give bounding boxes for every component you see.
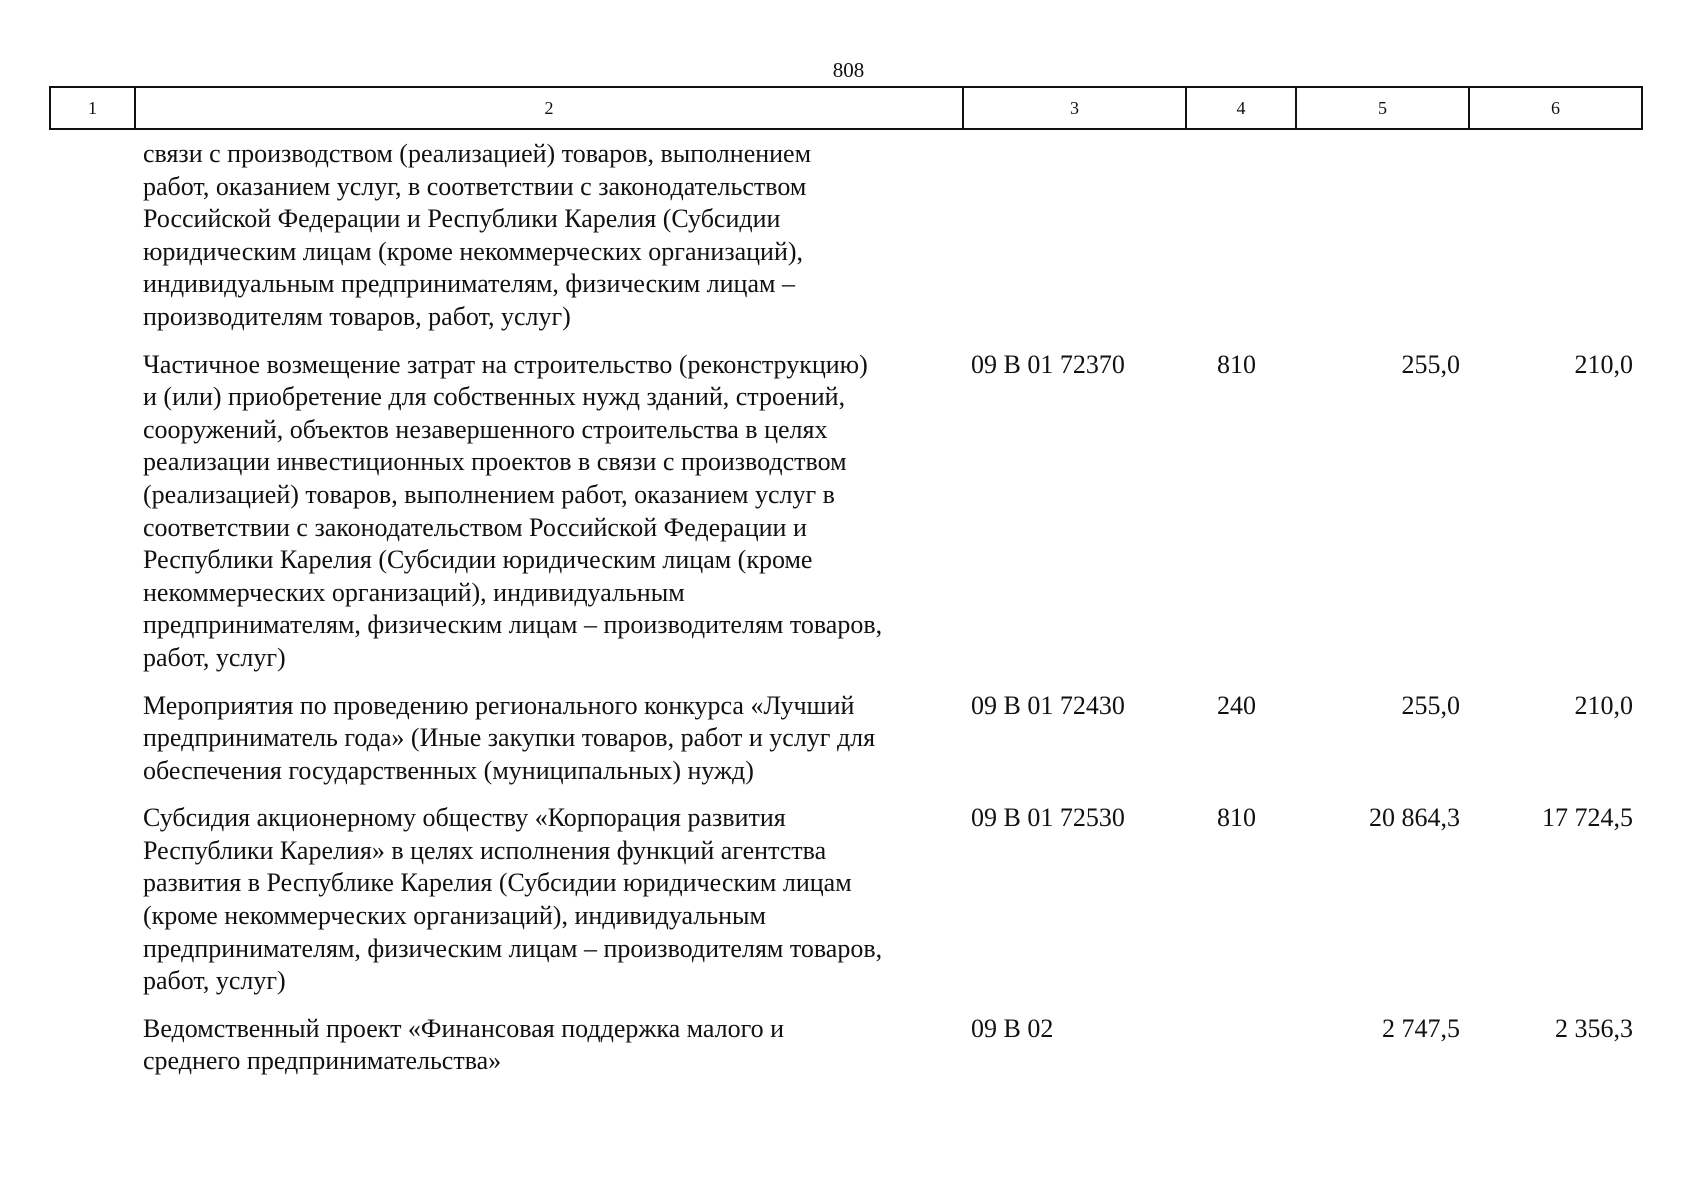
row-number-cell — [49, 1013, 134, 1078]
row-code: 09 В 01 72530 — [971, 803, 1125, 833]
column-header-4: 4 — [1186, 87, 1296, 129]
table-row — [49, 1013, 1641, 1078]
row-value-6: 17 724,5 — [1542, 803, 1633, 833]
description-line: работ, услуг) — [143, 966, 286, 996]
column-header-2: 2 — [135, 87, 963, 129]
column-header-row — [50, 87, 1642, 129]
description-line: соответствии с законодательством Российской Федерации и — [143, 512, 807, 542]
description-line: предприниматель года» (Иные закупки товаров, работ и услуг для — [143, 723, 876, 753]
description-line: работ, оказанием услуг, в соответствии с законодательством — [143, 171, 807, 201]
row-value-6 — [1468, 138, 1641, 334]
description-line: некоммерческих организаций), индивидуальным — [143, 577, 685, 607]
row-description — [134, 1013, 962, 1078]
table-row — [49, 802, 1641, 998]
description-line: (реализацией) товаров, выполнением работ, оказанием услуг в — [143, 479, 835, 509]
row-description — [134, 349, 962, 675]
description-line: (кроме некоммерческих организаций), индивидуальным — [143, 901, 766, 931]
row-number-cell — [49, 802, 134, 998]
description-line: Российской Федерации и Республики Карелия (Субсидии — [143, 204, 781, 234]
description-line: Ведомственный проект «Финансовая поддержка малого и — [143, 1013, 785, 1043]
description-line: Мероприятия по проведению регионального конкурса «Лучший — [143, 690, 855, 720]
row-code: 09 В 02 — [971, 1013, 1054, 1043]
row-description — [134, 690, 962, 788]
row-type — [1185, 1013, 1295, 1078]
row-number-cell — [49, 138, 134, 334]
description-line: работ, услуг) — [143, 642, 286, 672]
row-type: 810 — [1217, 349, 1256, 379]
table-row — [49, 138, 1641, 334]
row-value-5: 255,0 — [1401, 690, 1460, 720]
column-header-1: 1 — [50, 87, 135, 129]
row-value-5: 2 747,5 — [1382, 1013, 1460, 1043]
description-line: среднего предпринимательства» — [143, 1046, 502, 1076]
row-number-cell — [49, 690, 134, 788]
description-line: юридическим лицам (кроме некоммерческих организаций), — [143, 236, 804, 266]
row-value-5: 20 864,3 — [1369, 803, 1460, 833]
description-line: обеспечения государственных (муниципальных) нужд) — [143, 755, 754, 785]
description-line: предпринимателям, физическим лицам – производителям товаров, — [143, 610, 883, 640]
column-header-5: 5 — [1296, 87, 1469, 129]
row-type: 810 — [1217, 803, 1256, 833]
row-description — [134, 138, 962, 334]
page-number: 808 — [832, 58, 865, 82]
description-line: производителям товаров, работ, услуг) — [143, 301, 571, 331]
description-line: Республики Карелия» в целях исполнения функций агентства — [143, 835, 827, 865]
row-code: 09 В 01 72370 — [971, 349, 1125, 379]
description-line: связи с производством (реализацией) товаров, выполнением — [143, 139, 812, 168]
row-code: 09 В 01 72430 — [971, 690, 1125, 720]
row-number-cell — [49, 349, 134, 675]
column-header-3: 3 — [963, 87, 1186, 129]
row-description — [134, 802, 962, 998]
description-line: сооружений, объектов незавершенного строительства в целях — [143, 414, 828, 444]
row-value-5 — [1295, 138, 1468, 334]
row-value-6: 210,0 — [1574, 349, 1633, 379]
budget-table-body — [49, 138, 1641, 1093]
row-value-6: 2 356,3 — [1555, 1013, 1633, 1043]
description-line: реализации инвестиционных проектов в связи с производством — [143, 447, 847, 477]
column-header-6: 6 — [1469, 87, 1642, 129]
table-row — [49, 349, 1641, 675]
row-type: 240 — [1217, 690, 1256, 720]
row-value-6: 210,0 — [1574, 690, 1633, 720]
table-row — [49, 690, 1641, 788]
description-line: Субсидия акционерному обществу «Корпорация развития — [143, 803, 786, 833]
row-code — [962, 138, 1185, 334]
column-header-table — [49, 86, 1643, 130]
description-line: Республики Карелия (Субсидии юридическим лицам (кроме — [143, 545, 813, 575]
description-line: развития в Республике Карелия (Субсидии юридическим лицам — [143, 868, 852, 898]
row-type — [1185, 138, 1295, 334]
description-line: и (или) приобретение для собственных нужд зданий, строений, — [143, 382, 846, 412]
description-line: Частичное возмещение затрат на строительство (реконструкцию) — [143, 349, 868, 379]
row-value-5: 255,0 — [1401, 349, 1460, 379]
description-line: индивидуальным предпринимателям, физическим лицам – — [143, 269, 795, 299]
description-line: предпринимателям, физическим лицам – производителям товаров, — [143, 933, 883, 963]
